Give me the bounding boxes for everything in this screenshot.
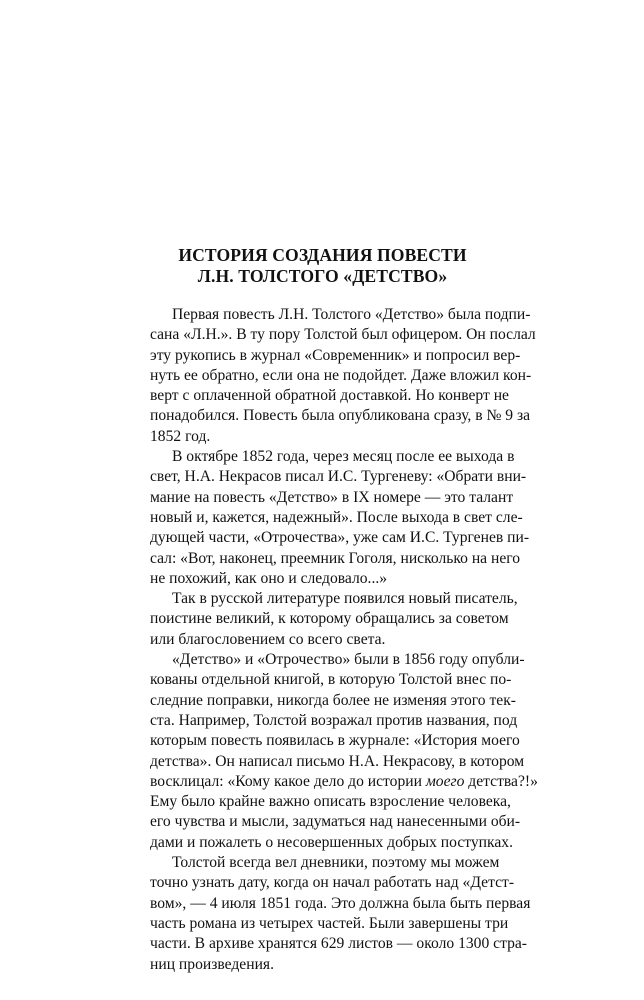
paragraph-1 <box>150 305 536 447</box>
text-line: части. В архиве хранятся 629 листов — около 1300 стра- <box>150 935 527 953</box>
text-line: дующей части, «Отрочества», уже сам И.С. Тургенев пи- <box>150 529 530 547</box>
text-line: нуть ее обратно, если она не подойдет. Даже вложил кон- <box>150 366 532 384</box>
paragraph-3 <box>150 589 518 650</box>
text-line: Так в русской литературе появился новый писатель, <box>172 590 518 608</box>
paragraph-2 <box>150 447 530 589</box>
chapter-title-line-2: Л.Н. ТОЛСТОГО «ДЕТСТВО» <box>197 266 448 286</box>
text-line: «Детство» и «Отрочество» были в 1856 году опубли- <box>172 651 525 669</box>
text-line: Толстой всегда вел дневники, поэтому мы можем <box>172 854 500 872</box>
text-line: свет, Н.А. Некрасов писал И.С. Тургеневу: «Обрати вни- <box>150 468 527 486</box>
text-line: сал: «Вот, наконец, преемник Гоголя, нисколько на него <box>150 549 521 567</box>
text-line: Ему было крайне важно описать взросление человека, <box>150 793 511 811</box>
text-line: ниц произведения. <box>150 955 274 973</box>
text-line: дами и пожалеть о несовершенных добрых поступках. <box>150 833 513 851</box>
text-line: эту рукопись в журнал «Современник» и попросил вер- <box>150 346 521 364</box>
text-line: кованы отдельной книгой, в которую Толстой внес по- <box>150 671 512 689</box>
text-line: точно узнать дату, когда он начал работать над «Детст- <box>150 874 515 892</box>
chapter-title-line-1: ИСТОРИЯ СОЗДАНИЯ ПОВЕСТИ <box>178 245 467 265</box>
text-line: вом», — 4 июля 1851 года. Это должна была быть первая <box>150 894 531 912</box>
text-fragment: детства?!» <box>464 772 538 790</box>
text-line-with-emphasis <box>150 772 538 792</box>
text-line: 1852 год. <box>150 427 211 445</box>
paragraph-4 <box>150 650 538 853</box>
text-line: сана «Л.Н.». В ту пору Толстой был офицером. Он послал <box>150 326 536 344</box>
text-line: детства». Он написал письмо Н.А. Некрасову, в котором <box>150 752 525 770</box>
text-line: мание на повесть «Детство» в IX номере — это талант <box>150 488 514 506</box>
text-line: поистине великий, к которому обращались за советом <box>150 610 509 628</box>
emphasized-word: моего <box>425 772 465 790</box>
text-line: верт с оплаченной обратной доставкой. Но конверт не <box>150 387 509 405</box>
chapter-title <box>150 245 495 287</box>
text-line: понадобился. Повесть была опубликована сразу, в № 9 за <box>150 407 531 425</box>
text-line: не похожий, как оно и следовало...» <box>150 569 388 587</box>
text-line: новый и, кажется, надежный». После выхода в свет сле- <box>150 508 523 526</box>
text-line: ста. Например, Толстой возражал против названия, под <box>150 711 518 729</box>
text-line: которым повесть появилась в журнале: «История моего <box>150 732 520 750</box>
text-line: В октябре 1852 года, через месяц после ее выхода в <box>172 448 515 466</box>
text-line: или благословением со всего света. <box>150 630 386 648</box>
text-line: Первая повесть Л.Н. Толстого «Детство» была подпи- <box>172 306 531 323</box>
paragraph-5 <box>150 853 531 975</box>
book-page <box>150 245 538 975</box>
text-line: часть романа из четырех частей. Были завершены три <box>150 914 509 932</box>
text-line: его чувства и мысли, задуматься над нанесенными оби- <box>150 813 521 831</box>
text-line: следние поправки, никогда более не изменяя этого тек- <box>150 691 516 709</box>
text-fragment: восклицал: «Кому какое дело до истории <box>150 772 426 790</box>
